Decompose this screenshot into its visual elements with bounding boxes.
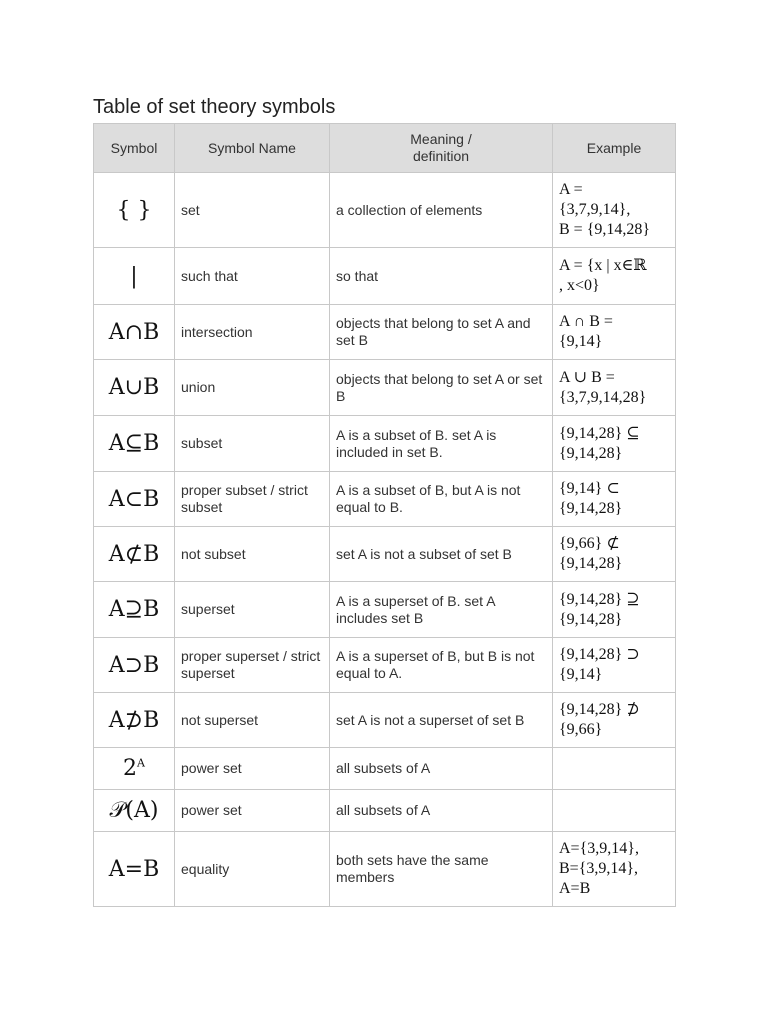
header-symbol-name: Symbol Name xyxy=(175,124,330,173)
table-row xyxy=(94,416,676,472)
symbol-name-cell: not subset xyxy=(175,527,330,582)
table-row xyxy=(94,790,676,832)
table-row xyxy=(94,748,676,790)
meaning-cell: so that xyxy=(330,248,553,305)
header-meaning-line2: definition xyxy=(412,148,470,164)
symbol-name-cell: such that xyxy=(175,248,330,305)
table-row xyxy=(94,582,676,638)
symbol-cell: | xyxy=(94,248,175,305)
symbol-cell: 𝒫(A) xyxy=(94,790,175,832)
example-line: A={3,9,14}, xyxy=(559,840,639,857)
example-line: A = {x | x∈ℝ xyxy=(559,257,647,274)
example-cell xyxy=(553,790,676,832)
table-row xyxy=(94,248,676,305)
symbol-name-cell: proper subset / strict subset xyxy=(175,472,330,527)
example-line: {9,14} xyxy=(559,666,603,683)
example-cell xyxy=(553,416,676,472)
symbol-cell: A⊅B xyxy=(94,693,175,748)
example-line: {9,14,28} xyxy=(559,555,623,572)
superscript-a: A xyxy=(137,756,145,770)
table-row xyxy=(94,693,676,748)
meaning-cell: A is a superset of B, but B is not equal to A. xyxy=(330,638,553,693)
table-row xyxy=(94,173,676,248)
example-cell xyxy=(553,360,676,416)
table-row xyxy=(94,472,676,527)
meaning-cell: A is a subset of B, but A is not equal to B. xyxy=(330,472,553,527)
symbol-cell: A=B xyxy=(94,832,175,907)
example-cell xyxy=(553,305,676,360)
symbol-name-cell: proper superset / strict superset xyxy=(175,638,330,693)
table-body xyxy=(94,173,676,907)
example-line: {9,14,28} xyxy=(559,444,623,462)
table-header-row xyxy=(94,124,676,173)
symbol-name-cell: union xyxy=(175,360,330,416)
header-meaning-line1: Meaning / xyxy=(410,131,472,147)
example-line: {3,7,9,14,28} xyxy=(559,388,647,406)
symbol-cell: A⊆B xyxy=(94,416,175,472)
symbol-name-cell: equality xyxy=(175,832,330,907)
example-cell xyxy=(553,832,676,907)
symbol-cell: A∩B xyxy=(94,305,175,360)
example-cell xyxy=(553,248,676,305)
meaning-cell: set A is not a subset of set B xyxy=(330,527,553,582)
table-row xyxy=(94,305,676,360)
symbol-cell: A⊇B xyxy=(94,582,175,638)
symbol-cell: $2^A$ xyxy=(94,748,175,790)
example-cell xyxy=(553,472,676,527)
example-cell xyxy=(553,638,676,693)
example-line: {9,14,28} ⊇ xyxy=(559,590,640,608)
header-example: Example xyxy=(553,124,676,173)
example-line: A=B xyxy=(559,880,591,897)
symbol-name-cell: intersection xyxy=(175,305,330,360)
symbol-name-cell: subset xyxy=(175,416,330,472)
symbol-cell: A⊃B xyxy=(94,638,175,693)
symbol-name-cell: set xyxy=(175,173,330,248)
meaning-cell: all subsets of A xyxy=(330,748,553,790)
example-line: A ∪ B = xyxy=(559,368,615,386)
table-row xyxy=(94,360,676,416)
meaning-cell: set A is not a superset of set B xyxy=(330,693,553,748)
header-meaning xyxy=(330,124,553,173)
example-line: {9,14,28} ⊆ xyxy=(559,424,640,442)
example-line: {9,14} ⊂ xyxy=(559,480,620,497)
meaning-cell: objects that belong to set A or set B xyxy=(330,360,553,416)
table-row xyxy=(94,638,676,693)
example-line: B = {9,14,28} xyxy=(559,221,651,238)
example-line: {9,14} xyxy=(559,333,603,350)
symbol-name-cell: superset xyxy=(175,582,330,638)
meaning-cell: objects that belong to set A and set B xyxy=(330,305,553,360)
meaning-cell: a collection of elements xyxy=(330,173,553,248)
example-line: B={3,9,14}, xyxy=(559,860,639,877)
symbol-name-cell: not superset xyxy=(175,693,330,748)
set-symbols-table xyxy=(93,123,676,907)
example-line: A ∩ B = xyxy=(559,313,613,330)
symbol-cell: A⊄B xyxy=(94,527,175,582)
example-line: {9,66} ⊄ xyxy=(559,535,620,552)
example-line: {9,14,28} ⊅ xyxy=(559,701,640,718)
table-row xyxy=(94,527,676,582)
symbol-name-cell: power set xyxy=(175,748,330,790)
example-line: {9,14,28} ⊃ xyxy=(559,646,640,663)
meaning-cell: all subsets of A xyxy=(330,790,553,832)
example-cell xyxy=(553,693,676,748)
example-cell xyxy=(553,748,676,790)
symbol-name-cell: power set xyxy=(175,790,330,832)
meaning-cell: both sets have the same members xyxy=(330,832,553,907)
example-cell xyxy=(553,582,676,638)
meaning-cell: A is a subset of B. set A is included in set B. xyxy=(330,416,553,472)
table-row xyxy=(94,832,676,907)
example-line: {9,14,28} xyxy=(559,610,623,628)
example-line: {9,14,28} xyxy=(559,500,623,517)
example-cell xyxy=(553,527,676,582)
header-symbol: Symbol xyxy=(94,124,175,173)
meaning-cell: A is a superset of B. set A includes set B xyxy=(330,582,553,638)
page-title: Table of set theory symbols xyxy=(93,96,336,118)
symbol-cell: A∪B xyxy=(94,360,175,416)
example-line: , x<0} xyxy=(559,277,600,294)
example-cell xyxy=(553,173,676,248)
example-line: A = xyxy=(559,181,583,198)
example-line: {9,66} xyxy=(559,721,603,738)
symbol-cell: A⊂B xyxy=(94,472,175,527)
symbol-cell: { } xyxy=(94,173,175,248)
example-line: {3,7,9,14}, xyxy=(559,201,631,218)
